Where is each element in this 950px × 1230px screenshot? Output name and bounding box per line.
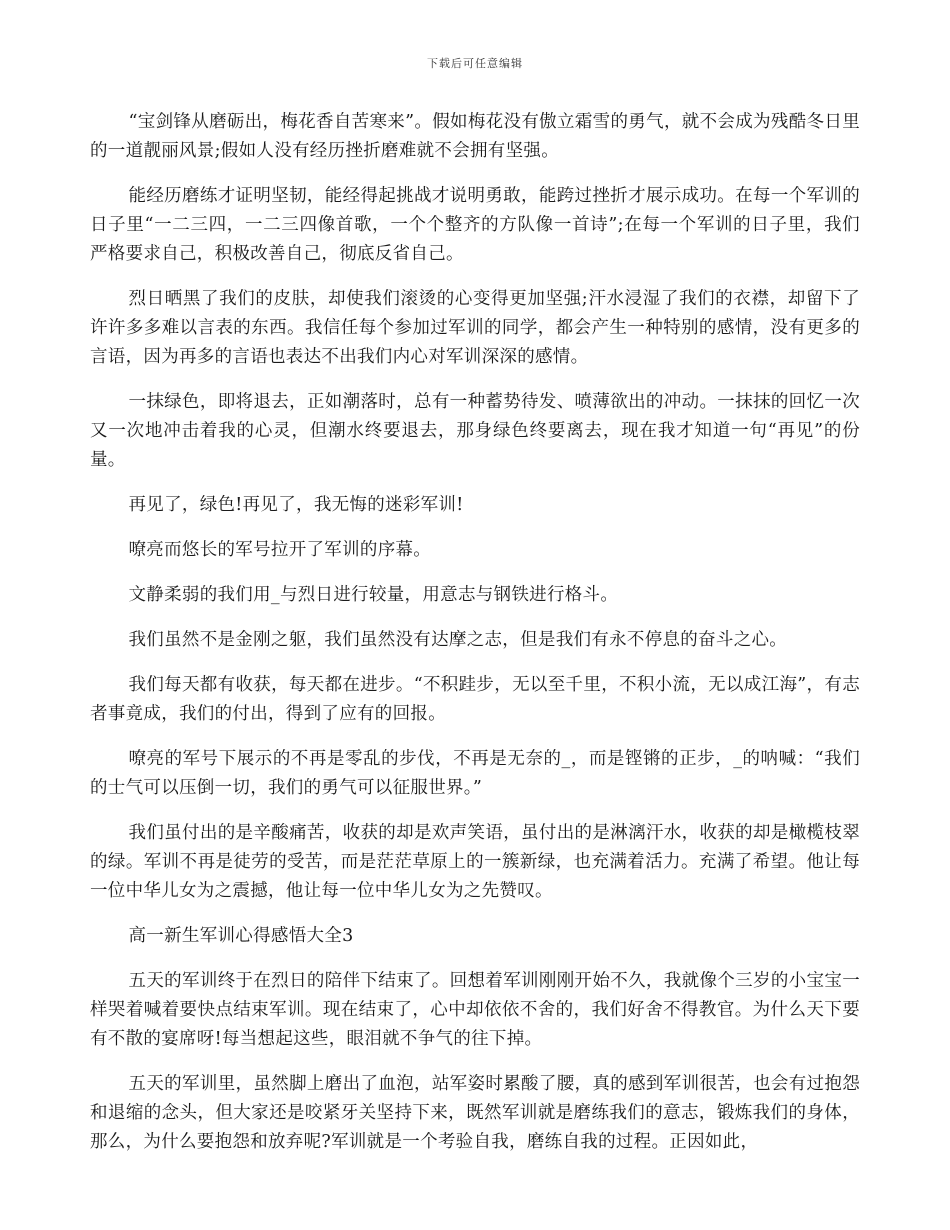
- paragraph: “宝剑锋从磨砺出，梅花香自苦寒来”。假如梅花没有傲立霜雪的勇气，就不会成为残酷冬日里的一道靓丽风景;假如人没有经历挫折磨难就不会拥有坚强。: [90, 112, 860, 161]
- paragraph: 我们虽付出的是辛酸痛苦，收获的却是欢声笑语，虽付出的是淋漓汗水，收获的却是橄榄枝翠的绿。军训不再是徒劳的受苦，而是茫茫草原上的一簇新绿，也充满着活力。充满了希望。他让每一位中华儿女为之震撼，他让每一位中华儿女为之先赞叹。: [90, 823, 860, 901]
- paragraph: 能经历磨练才证明坚韧，能经得起挑战才说明勇敢，能跨过挫折才展示成功。在每一个军训的日子里“一二三四，一二三四像首歌，一个个整齐的方队像一首诗”;在每一个军训的日子里，我们严格要求自己，积极改善自己，彻底反省自己。: [90, 186, 860, 264]
- paragraph: 我们每天都有收获，每天都在进步。“不积跬步，无以至千里，不积小流，无以成江海”，有志者事竟成，我们的付出，得到了应有的回报。: [90, 675, 860, 724]
- paragraph: 五天的军训里，虽然脚上磨出了血泡，站军姿时累酸了腰，真的感到军训很苦，也会有过抱怨和退缩的念头，但大家还是咬紧牙关坚持下来，既然军训就是磨练我们的意志，锻炼我们的身体，那么，为什么要抱怨和放弃呢?军训就是一个考验自我，磨练自我的过程。正因如此，: [90, 1074, 860, 1152]
- page-header: 下载后可任意编辑: [427, 57, 523, 70]
- paragraph: 嘹亮而悠长的军号拉开了军训的序幕。: [128, 540, 432, 560]
- paragraph: 文静柔弱的我们用_与烈日进行较量，用意志与钢铁进行格斗。: [128, 585, 619, 605]
- section-heading: 高一新生军训心得感悟大全3: [128, 926, 354, 946]
- paragraph: 再见了，绿色!再见了，我无悔的迷彩军训!: [128, 495, 464, 515]
- document-body: [90, 108, 860, 1173]
- paragraph: 烈日晒黑了我们的皮肤，却使我们滚烫的心变得更加坚强;汗水浸湿了我们的衣襟，却留下了许许多多难以言表的东西。我信任每个参加过军训的同学，都会产生一种特别的感情，没有更多的言语，因为再多的言语也表达不出我们内心对军训深深的感情。: [90, 289, 860, 367]
- paragraph: 我们虽然不是金刚之躯，我们虽然没有达摩之志，但是我们有永不停息的奋斗之心。: [128, 630, 788, 650]
- paragraph: 一抹绿色，即将退去，正如潮落时，总有一种蓄势待发、喷薄欲出的冲动。一抹抹的回忆一次又一次地冲击着我的心灵，但潮水终要退去，那身绿色终要离去，现在我才知道一句“再见”的份量。: [90, 392, 860, 470]
- paragraph: 嘹亮的军号下展示的不再是零乱的步伐，不再是无奈的_，而是铿锵的正步，_的呐喊：“我们的士气可以压倒一切，我们的勇气可以征服世界。”: [90, 749, 860, 798]
- paragraph: 五天的军训终于在烈日的陪伴下结束了。回想着军训刚刚开始不久，我就像个三岁的小宝宝一样哭着喊着要快点结束军训。现在结束了，心中却依依不舍的，我们好舍不得教官。为什么天下要有不散的宴席呀!每当想起这些，眼泪就不争气的往下掉。: [90, 971, 860, 1049]
